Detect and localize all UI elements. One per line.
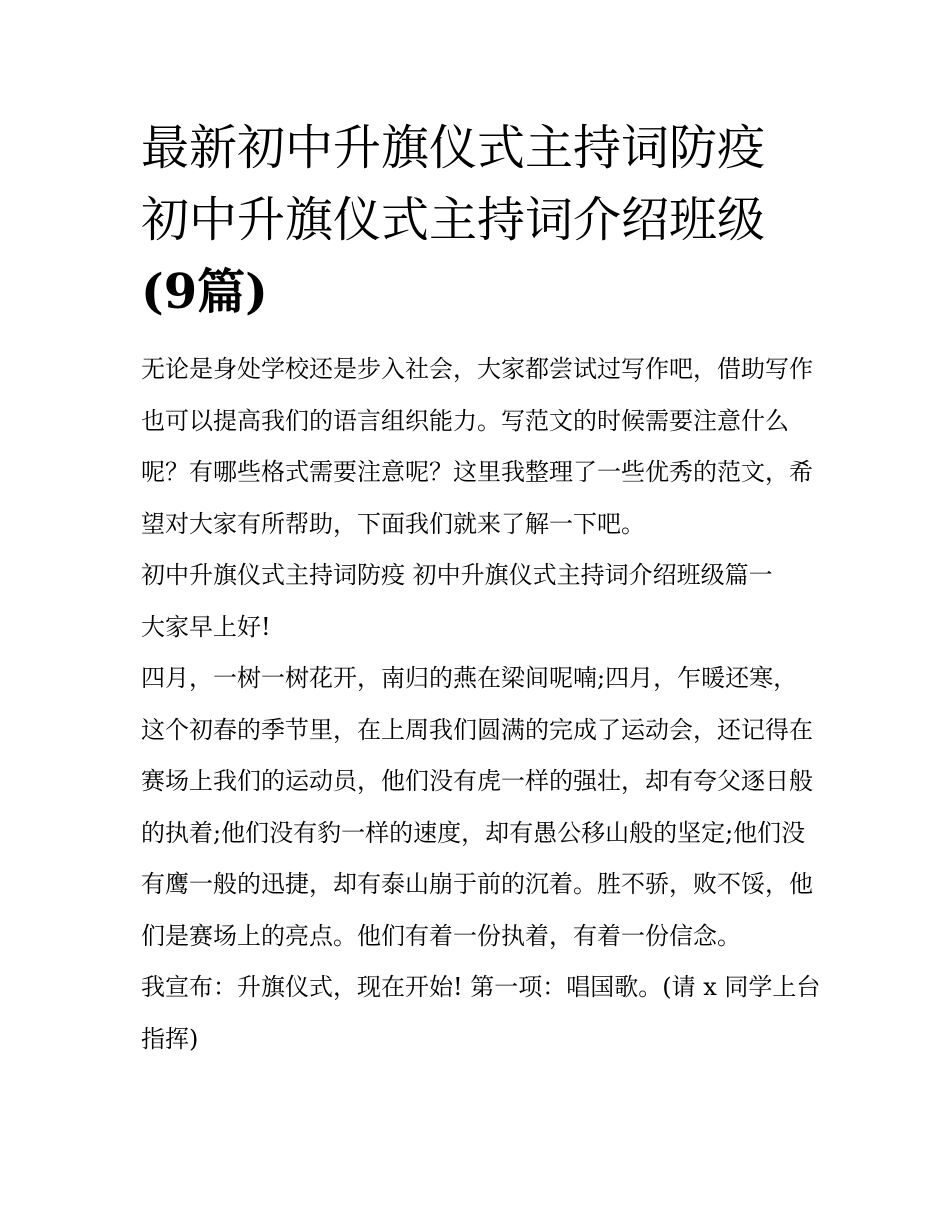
intro-paragraph: 无论是身处学校还是步入社会，大家都尝试过写作吧，借助写作也可以提高我们的语言组织能力。写范文的时候需要注意什么呢？有哪些格式需要注意呢？这里我整理了一些优秀的范文，希望对大家有所帮助，下面我们就来了解一下吧。: [141, 355, 813, 538]
title-line-1: 最新初中升旗仪式主持词防疫: [141, 120, 766, 176]
announcement-paragraph: 我宣布：升旗仪式，现在开始! 第一项：唱国歌。(请 x 同学上台指挥): [141, 973, 821, 1053]
document-title: [141, 112, 821, 328]
title-line-2: 初中升旗仪式主持词介绍班级: [141, 192, 766, 248]
title-line-3: (9篇): [141, 264, 268, 320]
greeting-paragraph: 大家早上好!: [141, 612, 271, 641]
april-paragraph: 四月，一树一树花开，南归的燕在梁间呢喃;四月，乍暖还寒，这个初春的季节里，在上周我们圆满的完成了运动会，还记得在赛场上我们的运动员，他们没有虎一样的强壮，却有夸父逐日般的执着;他们没有豹一样的速度，却有愚公移山般的坚定;他们没有鹰一般的迅捷，却有泰山崩于前的沉着。胜不骄，败不馁，他们是赛场上的亮点。他们有着一份执着，有着一份信念。: [141, 664, 813, 950]
document-page: [141, 112, 821, 1065]
document-body: [141, 344, 821, 1065]
section-heading: 初中升旗仪式主持词防疫 初中升旗仪式主持词介绍班级篇一: [141, 561, 773, 589]
